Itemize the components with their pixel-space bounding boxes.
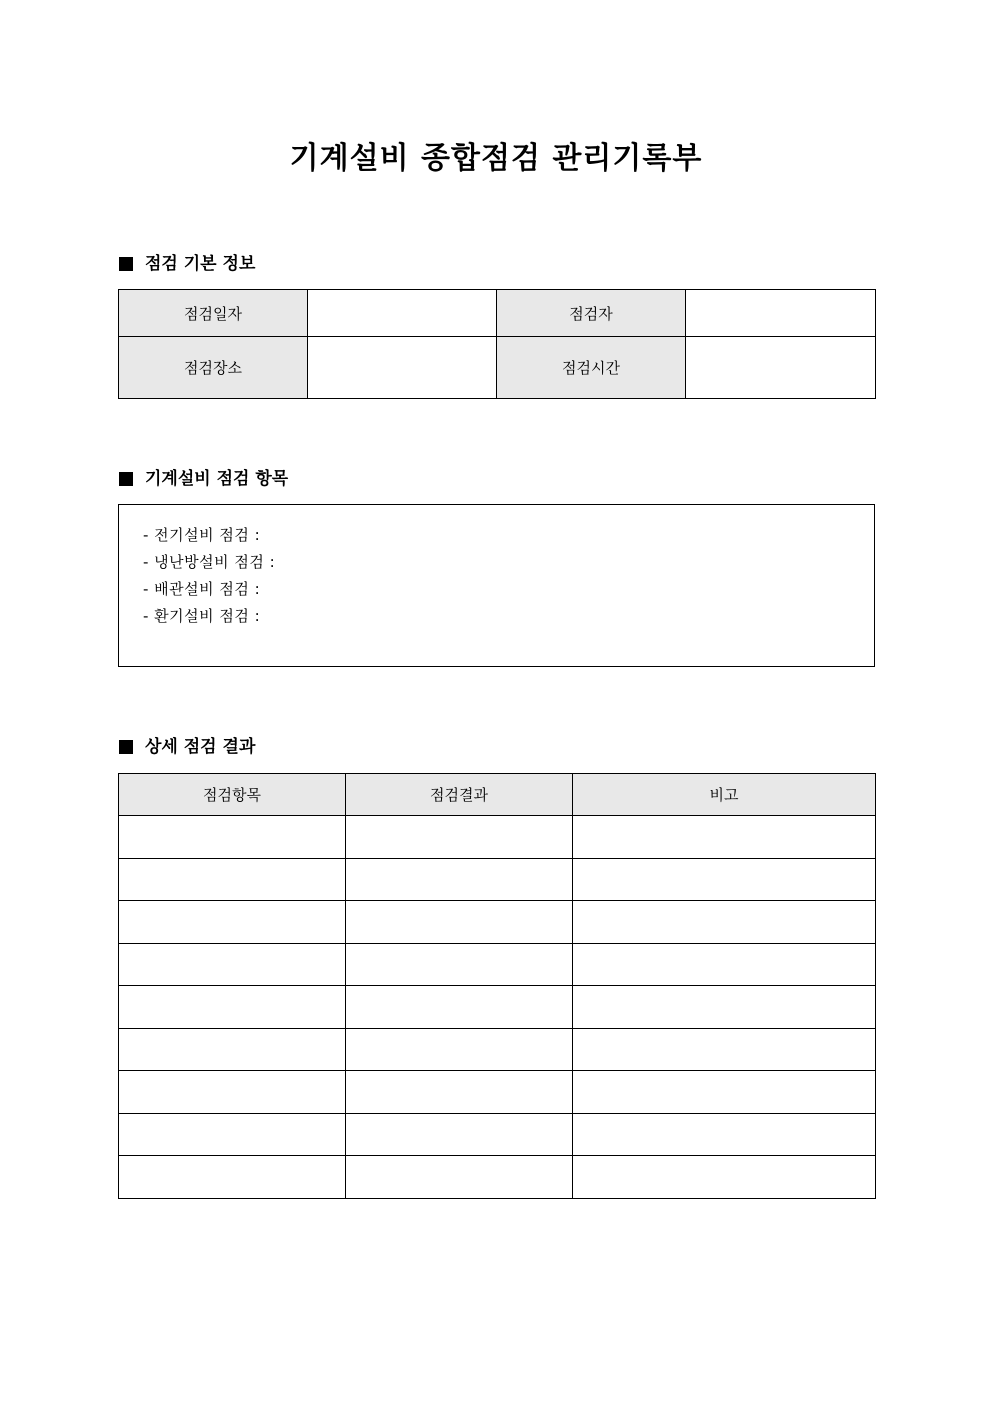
remarks-cell[interactable]	[573, 816, 876, 859]
remarks-cell[interactable]	[573, 1071, 876, 1114]
inspection-location-field[interactable]	[308, 337, 497, 399]
remarks-cell[interactable]	[573, 1156, 876, 1199]
item-cell[interactable]	[119, 901, 346, 944]
remarks-cell[interactable]	[573, 858, 876, 901]
list-item: - 전기설비 점검 :	[143, 526, 261, 544]
section-heading-label: 점검 기본 정보	[145, 254, 256, 274]
list-item: - 환기설비 점검 :	[143, 607, 261, 625]
result-cell[interactable]	[346, 901, 573, 944]
table-header-row	[119, 774, 876, 816]
remarks-cell[interactable]	[573, 986, 876, 1029]
inspection-location-label: 점검장소	[119, 337, 308, 399]
detailed-results-table	[118, 773, 876, 1199]
table-row	[119, 986, 876, 1029]
section-heading-label: 기계설비 점검 항목	[145, 469, 289, 489]
document-title: 기계설비 종합점검 관리기록부	[289, 141, 703, 176]
section-heading-inspection-items	[119, 467, 288, 491]
column-header-item: 점검항목	[119, 774, 346, 816]
item-cell[interactable]	[119, 1028, 346, 1071]
result-cell[interactable]	[346, 943, 573, 986]
result-cell[interactable]	[346, 1028, 573, 1071]
table-row	[119, 816, 876, 859]
result-cell[interactable]	[346, 1071, 573, 1114]
table-row	[119, 943, 876, 986]
inspector-field[interactable]	[686, 290, 876, 337]
result-cell[interactable]	[346, 986, 573, 1029]
table-row	[119, 1028, 876, 1071]
result-cell[interactable]	[346, 1113, 573, 1156]
result-cell[interactable]	[346, 816, 573, 859]
inspector-label: 점검자	[497, 290, 686, 337]
item-cell[interactable]	[119, 1113, 346, 1156]
section-heading-detailed-results	[119, 735, 255, 759]
table-row	[119, 1156, 876, 1199]
table-row	[119, 858, 876, 901]
result-cell[interactable]	[346, 858, 573, 901]
item-cell[interactable]	[119, 1071, 346, 1114]
inspection-date-field[interactable]	[308, 290, 497, 337]
section-heading-basic-info	[119, 252, 255, 276]
square-bullet-icon	[119, 472, 133, 486]
table-row	[119, 337, 876, 399]
column-header-result: 점검결과	[346, 774, 573, 816]
inspection-time-label: 점검시간	[497, 337, 686, 399]
table-row	[119, 290, 876, 337]
table-row	[119, 901, 876, 944]
list-item: - 냉난방설비 점검 :	[143, 553, 276, 571]
basic-info-table	[118, 289, 876, 399]
table-row	[119, 1071, 876, 1114]
item-cell[interactable]	[119, 858, 346, 901]
square-bullet-icon	[119, 257, 133, 271]
list-item: - 배관설비 점검 :	[143, 580, 261, 598]
remarks-cell[interactable]	[573, 901, 876, 944]
item-cell[interactable]	[119, 816, 346, 859]
item-cell[interactable]	[119, 1156, 346, 1199]
table-row	[119, 1113, 876, 1156]
square-bullet-icon	[119, 740, 133, 754]
inspection-items-box	[118, 504, 875, 667]
inspection-items-list	[119, 505, 874, 630]
remarks-cell[interactable]	[573, 943, 876, 986]
remarks-cell[interactable]	[573, 1113, 876, 1156]
inspection-date-label: 점검일자	[119, 290, 308, 337]
item-cell[interactable]	[119, 943, 346, 986]
inspection-time-field[interactable]	[686, 337, 876, 399]
column-header-remarks: 비고	[573, 774, 876, 816]
remarks-cell[interactable]	[573, 1028, 876, 1071]
section-heading-label: 상세 점검 결과	[145, 737, 256, 757]
result-cell[interactable]	[346, 1156, 573, 1199]
item-cell[interactable]	[119, 986, 346, 1029]
